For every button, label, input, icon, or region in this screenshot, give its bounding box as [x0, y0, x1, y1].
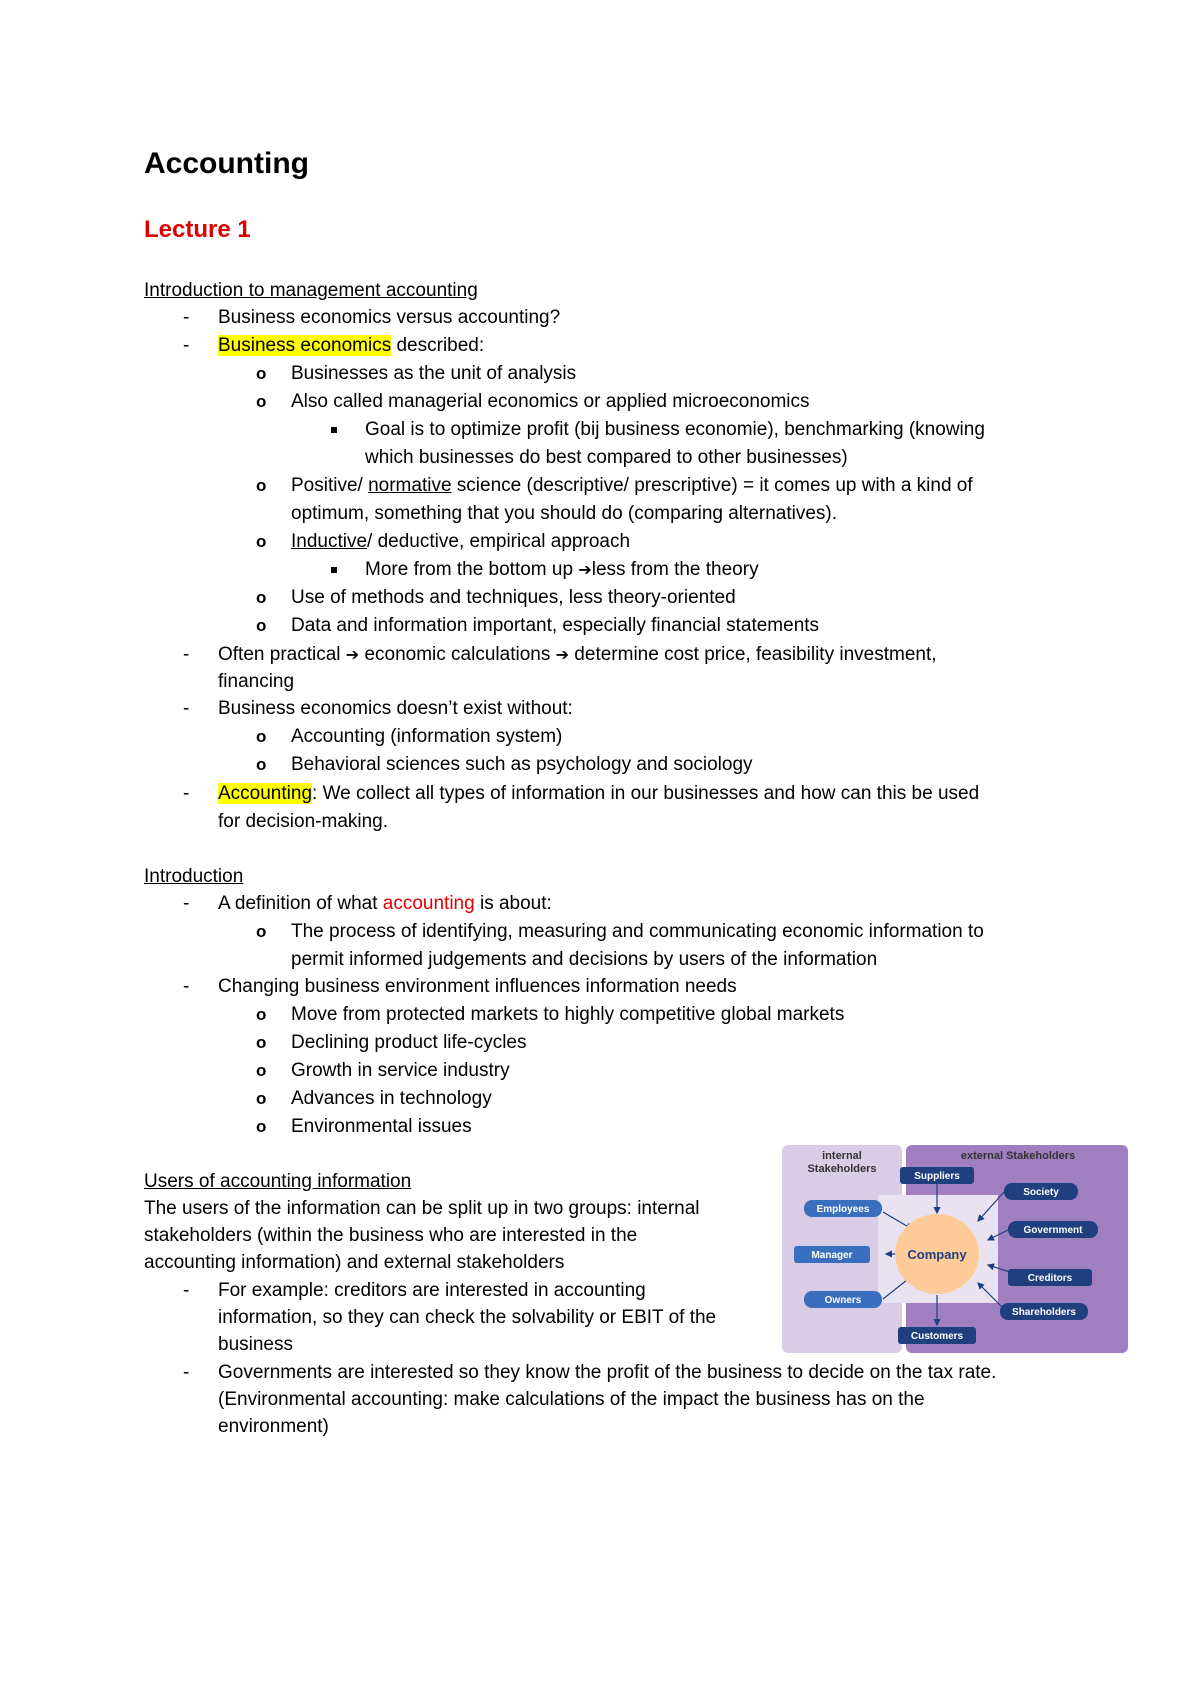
text: : We collect all types of information in our businesses and how can this be used	[312, 783, 980, 804]
o-bullet: o	[256, 616, 267, 635]
customers-label: Customers	[910, 1331, 964, 1342]
list-item: Data and information important, especially financial statements	[291, 615, 820, 636]
owners-label: Owners	[824, 1295, 862, 1306]
svg-text:Suppliers	[914, 1171, 960, 1182]
list-item: Business economics versus accounting?	[218, 307, 561, 328]
list-item: Advances in technology	[291, 1088, 492, 1109]
svg-text:Shareholders	[1012, 1307, 1076, 1318]
o-bullet: o	[256, 1033, 267, 1052]
list-item: Also called managerial economics or applied microeconomics	[291, 391, 810, 412]
text: / deductive, empirical approach	[367, 531, 631, 552]
company-label: Company	[907, 1247, 967, 1262]
o-bullet: o	[256, 1005, 267, 1024]
list-item-continuation: (Environmental accounting: make calculations of the impact the business has on the	[218, 1389, 925, 1410]
list-item: Behavioral sciences such as psychology and sociology	[291, 754, 753, 775]
list-item-continuation: permit informed judgements and decisions by users of the information	[291, 949, 878, 970]
list-item-continuation: environment)	[218, 1416, 329, 1437]
list-item	[291, 531, 630, 553]
list-item	[291, 475, 973, 497]
list-item: The process of identifying, measuring and communicating economic information to	[291, 921, 984, 942]
o-bullet: o	[256, 1061, 267, 1080]
government-label: Government	[1023, 1225, 1083, 1236]
list-item: Governments are interested so they know the profit of the business to decide on the tax rate.	[218, 1362, 997, 1383]
svg-text:Society	[1023, 1187, 1059, 1198]
section-heading: Users of accounting information	[144, 1171, 412, 1192]
list-item: Environmental issues	[291, 1116, 472, 1137]
society-label: Society	[1023, 1187, 1059, 1198]
external-label: external Stakeholders	[960, 1150, 1076, 1162]
o-bullet: o	[256, 755, 267, 774]
stakeholders-diagram	[782, 1145, 1128, 1353]
list-item-continuation: for decision-making.	[218, 811, 389, 832]
o-bullet: o	[256, 1117, 267, 1136]
suppliers-label: Suppliers	[914, 1171, 960, 1182]
square-bullet	[331, 427, 337, 433]
text: science (descriptive/ prescriptive) = it comes up with a kind of	[451, 475, 973, 496]
list-item	[365, 559, 759, 581]
list-item: Goal is to optimize profit (bij business economie), benchmarking (knowing	[365, 419, 985, 440]
dash-bullet: -	[183, 1280, 190, 1301]
shareholders-label: Shareholders	[1012, 1307, 1076, 1318]
list-item: Use of methods and techniques, less theory-oriented	[291, 587, 736, 608]
dash-bullet: -	[183, 335, 190, 356]
text: A definition of what	[218, 893, 383, 914]
internal-label: Stakeholders	[807, 1163, 877, 1175]
internal-label: internal	[822, 1150, 862, 1162]
list-item: For example: creditors are interested in accounting	[218, 1280, 646, 1301]
list-item-continuation: business	[218, 1334, 293, 1355]
arrow-right-icon: ➔	[345, 645, 360, 664]
dash-bullet: -	[183, 698, 190, 719]
list-item: Declining product life-cycles	[291, 1032, 527, 1053]
text: determine cost price, feasibility investment,	[569, 644, 937, 665]
page-title: Accounting	[144, 147, 309, 180]
arrow-right-icon: ➔	[555, 645, 570, 664]
highlight: Accounting	[218, 783, 313, 804]
text: More from the bottom up	[365, 559, 579, 580]
o-bullet: o	[256, 532, 267, 551]
underlined-text: Inductive	[291, 531, 368, 552]
list-item: Businesses as the unit of analysis	[291, 363, 577, 384]
list-item	[218, 893, 552, 915]
svg-text:Owners	[825, 1295, 862, 1306]
o-bullet: o	[256, 922, 267, 941]
dash-bullet: -	[183, 307, 190, 328]
text: is about:	[474, 893, 552, 914]
paragraph-line: accounting information) and external stakeholders	[144, 1252, 565, 1273]
list-item-continuation: financing	[218, 671, 295, 692]
text: Positive/	[291, 475, 369, 496]
employees-label: Employees	[816, 1204, 870, 1215]
lecture-heading: Lecture 1	[144, 216, 251, 243]
o-bullet: o	[256, 476, 267, 495]
o-bullet: o	[256, 392, 267, 411]
text: less from the theory	[591, 559, 759, 580]
square-bullet	[331, 567, 337, 573]
list-item-continuation: information, so they can check the solvability or EBIT of the	[218, 1307, 717, 1328]
svg-text:Government	[1024, 1225, 1084, 1236]
dash-bullet: -	[183, 1362, 190, 1383]
highlight: Business economics	[218, 335, 392, 356]
o-bullet: o	[256, 588, 267, 607]
o-bullet: o	[256, 727, 267, 746]
list-item	[218, 783, 979, 805]
list-item-continuation: optimum, something that you should do (comparing alternatives).	[291, 503, 837, 524]
svg-text:Manager	[811, 1250, 852, 1261]
o-bullet: o	[256, 364, 267, 383]
dash-bullet: -	[183, 644, 190, 665]
svg-text:Customers	[911, 1331, 964, 1342]
section-heading: Introduction to management accounting	[144, 280, 478, 301]
paragraph-line: The users of the information can be split up in two groups: internal	[144, 1198, 700, 1219]
underlined-text: normative	[368, 475, 452, 496]
svg-text:Employees	[817, 1204, 870, 1215]
text: Often practical	[218, 644, 346, 665]
dash-bullet: -	[183, 893, 190, 914]
list-item	[218, 335, 484, 357]
red-text: accounting	[382, 893, 475, 914]
list-item	[218, 644, 937, 666]
manager-label: Manager	[811, 1250, 853, 1261]
text: described:	[391, 335, 485, 356]
section-heading: Introduction	[144, 866, 244, 887]
paragraph-line: stakeholders (within the business who are interested in the	[144, 1225, 638, 1246]
dash-bullet: -	[183, 976, 190, 997]
list-item: Changing business environment influences information needs	[218, 976, 737, 997]
arrow-right-icon: ➔	[578, 560, 592, 579]
text: economic calculations	[359, 644, 556, 665]
list-item: Growth in service industry	[291, 1060, 510, 1081]
creditors-label: Creditors	[1027, 1273, 1073, 1284]
dash-bullet: -	[183, 783, 190, 804]
list-item: Business economics doesn’t exist without:	[218, 698, 573, 719]
list-item-continuation: which businesses do best compared to other businesses)	[365, 447, 848, 468]
list-item: Move from protected markets to highly competitive global markets	[291, 1004, 845, 1025]
o-bullet: o	[256, 1089, 267, 1108]
svg-text:Creditors	[1028, 1273, 1073, 1284]
list-item: Accounting (information system)	[291, 726, 563, 747]
